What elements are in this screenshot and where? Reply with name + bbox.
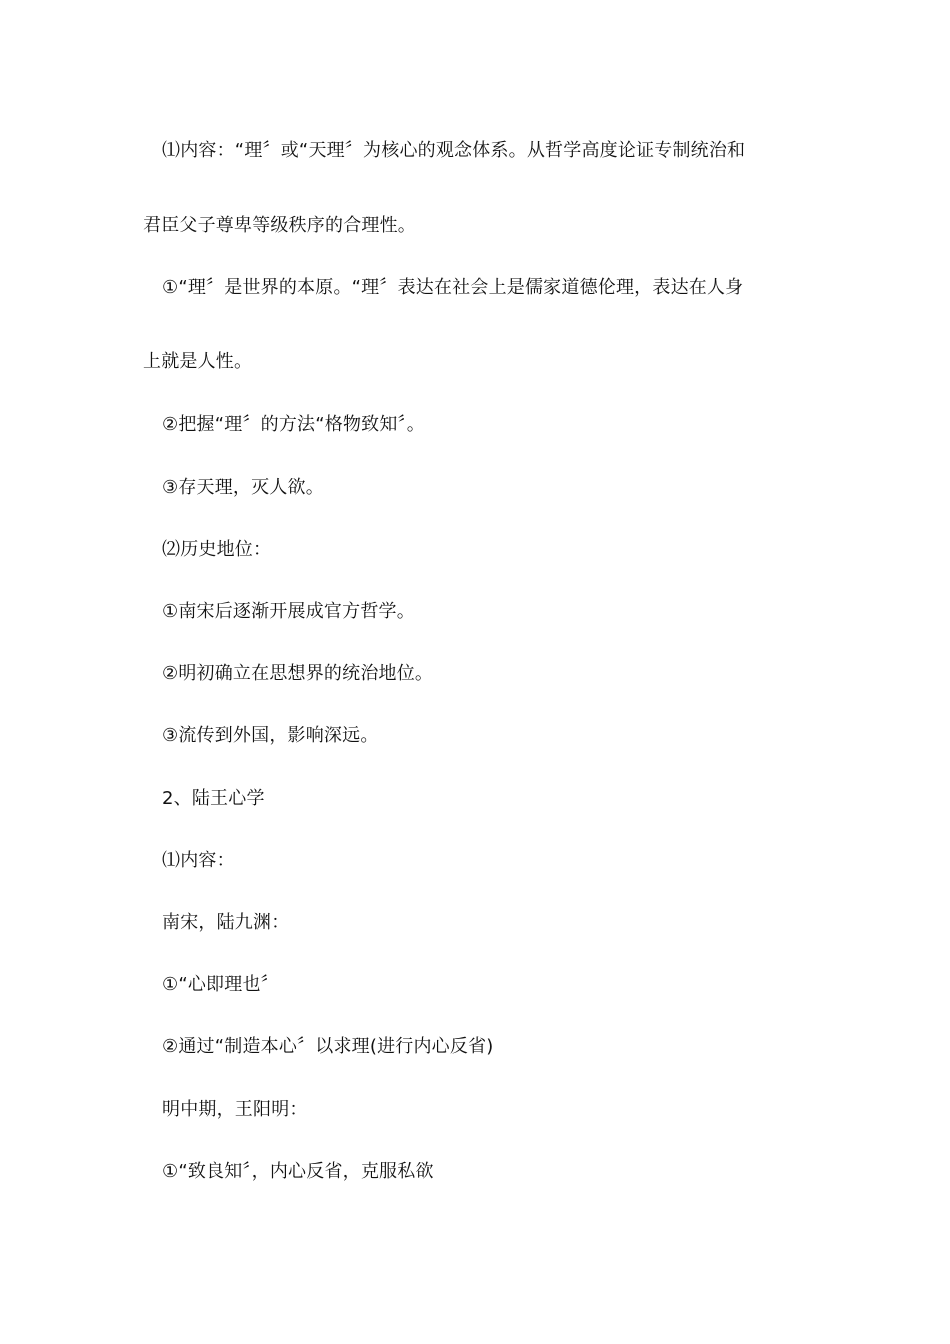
list-item-method: ②把握“理〞的方法“格物致知〞。 bbox=[162, 414, 425, 435]
paragraph-wang-yangming: 明中期，王阳明： bbox=[162, 1099, 308, 1120]
paragraph-lu-jiuyuan: 南宋，陆九渊： bbox=[162, 912, 290, 933]
paragraph-line-content-1: ⑴内容：“理〞或“天理〞为核心的观念体系。从哲学高度论证专制统治和 bbox=[162, 140, 746, 161]
list-item-early-ming: ②明初确立在思想界的统治地位。 bbox=[162, 663, 434, 684]
section-heading-content-2: ⑴内容： bbox=[162, 850, 235, 871]
list-item-spread: ③流传到外国，影响深远。 bbox=[162, 725, 379, 746]
list-item-original-mind: ②通过“制造本心〞以求理(进行内心反省) bbox=[162, 1036, 494, 1057]
section-heading-history: ⑵历史地位： bbox=[162, 539, 272, 560]
list-item-li-origin-cont: 上就是人性。 bbox=[143, 351, 253, 372]
list-item-southern-song: ①南宋后逐渐开展成官方哲学。 bbox=[162, 601, 415, 622]
list-item-li-origin: ①“理〞是世界的本原。“理〞表达在社会上是儒家道德伦理，表达在人身 bbox=[162, 277, 744, 298]
paragraph-line-content-1-cont: 君臣父子尊卑等级秩序的合理性。 bbox=[143, 215, 416, 236]
list-item-preserve: ③存天理，灭人欲。 bbox=[162, 477, 324, 498]
list-item-innate-knowledge: ①“致良知〞，内心反省，克服私欲 bbox=[162, 1161, 434, 1182]
list-item-mind-is-principle: ①“心即理也〞 bbox=[162, 974, 279, 995]
section-heading-lu-wang: 2、陆王心学 bbox=[162, 788, 265, 809]
